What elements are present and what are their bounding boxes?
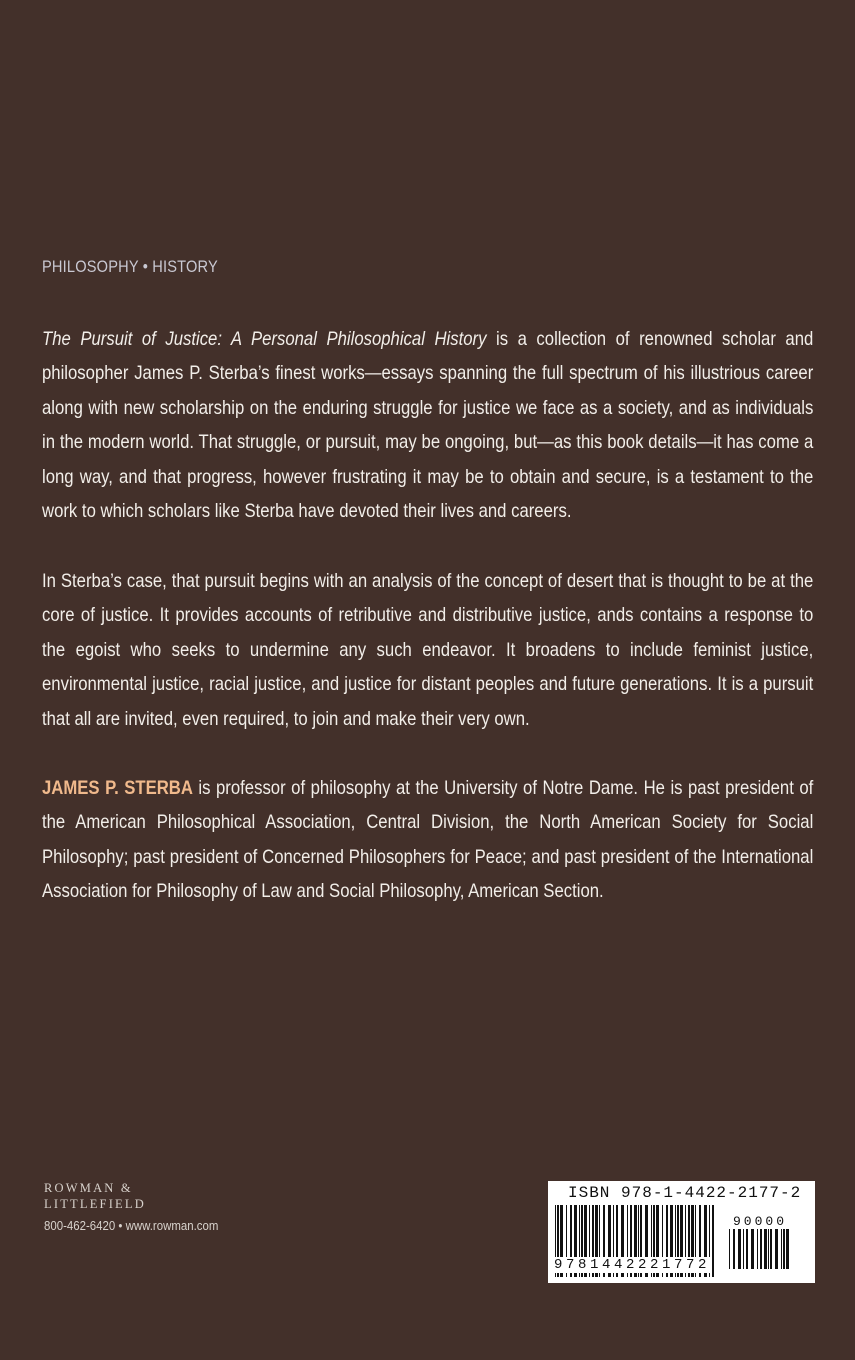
barcode-bar [786,1229,789,1269]
publisher-line-1: ROWMAN & [44,1181,133,1195]
barcode-bar [770,1229,772,1269]
barcode-bar [764,1229,767,1269]
publisher-line-2: LITTLEFIELD [44,1197,146,1211]
barcode-bar [783,1229,785,1269]
description-paragraph-2 [42,564,814,736]
barcode-bar [757,1229,758,1269]
book-title: The Pursuit of Justice: A Personal Philosophical History [42,328,487,350]
category-label: PHILOSOPHY • HISTORY [42,257,218,276]
barcode-bar [751,1229,754,1269]
barcode-bar [743,1229,744,1269]
publisher-logo [44,1180,146,1212]
barcode-bar [775,1229,778,1269]
paragraph-1-text: is a collection of renowned scholar and philosopher James P. Sterba’s finest works—essays spanning the full spectrum of his illustrious career along with new scholarship on the enduring struggle for justice we face as a society, and as individuals in the modern world. That struggle, or pursuit, may be ongoing, but—as this book details—it has come a long way, and that progress, however frustrating it may be to obtain and secure, is a testament to the work to which scholars like Sterba have devoted their lives and careers. [42,328,814,523]
barcode-bar [746,1229,748,1269]
description-paragraph-1 [42,322,814,528]
author-bio-text: is professor of philosophy at the University of Notre Dame. He is past president of the American Philosophical Association, Central Division, the North American Society for Social Philosophy; past president of Concerned Philosophers for Peace; and past president of the International Association for Philosophy of Law and Social Philosophy, American Section. [42,777,814,903]
barcode-bar [768,1229,769,1269]
ean-digits: 9781442221772 [554,1257,711,1273]
publisher-contact: 800-462-6420 • www.rowman.com [44,1218,219,1233]
isbn-number: ISBN 978-1-4422-2177-2 [568,1184,802,1202]
author-name: JAMES P. STERBA [42,777,193,799]
paragraph-2-text: In Sterba’s case, that pursuit begins with an analysis of the concept of desert that is thought to be at the core of justice. It provides accounts of retributive and distributive justice, ands contains a response to the egoist who seeks to undermine any such endeavor. It broadens to include feminist justice, environmental justice, racial justice, and justice for distant peoples and future generations. It is a pursuit that all are invited, even required, to join and make their very own. [42,570,814,730]
barcode-bar [733,1229,735,1269]
barcode-bar [729,1229,730,1269]
isbn-barcode [548,1181,815,1283]
barcode-bar [760,1229,762,1269]
barcode-bar [738,1229,741,1269]
barcode-bar [712,1205,714,1277]
price-barcode-bars [728,1229,794,1269]
barcode-bar [781,1229,782,1269]
author-bio [42,771,814,909]
price-code: 90000 [733,1214,788,1229]
